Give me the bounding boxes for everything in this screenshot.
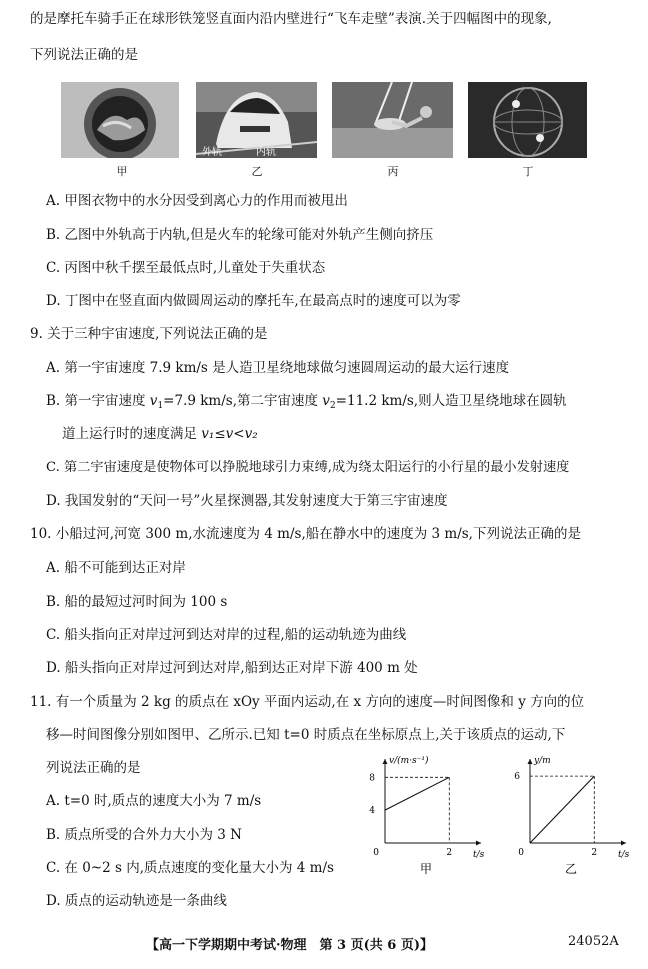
x-axis-arrow: [476, 841, 481, 846]
photo-train: [196, 82, 317, 158]
q8-stem-line2: 下列说法正确的是: [30, 47, 138, 63]
q10-option-c: C. 船头指向正对岸过河到达对岸的过程,船的运动轨迹为曲线: [46, 627, 407, 643]
q9-b2-ineq: v₁≤v<v₂: [201, 426, 258, 442]
q11-option-a: A. t=0 时,质点的速度大小为 7 m/s: [46, 793, 262, 809]
q8-option-c: C. 丙图中秋千摆至最低点时,儿童处于失重状态: [46, 260, 326, 276]
caption-yi: 乙: [251, 165, 263, 178]
q9-option-c: C. 第二宇宙速度是使物体可以挣脱地球引力束缚,成为绕太阳运行的小行星的最小发射速度: [46, 460, 570, 475]
chart-caption: 甲: [419, 862, 433, 876]
footer-title: 【高一下学期期中考试·物理 第 3 页(共 6 页)】: [146, 938, 434, 953]
caption-jia: 甲: [116, 165, 128, 178]
q10-option-b: B. 船的最短过河时间为 100 s: [46, 594, 228, 610]
q9-b-post: =11.2 km/s,则人造卫星绕地球在圆轨: [335, 393, 567, 409]
q11-stem-line3: 列说法正确的是: [46, 760, 141, 776]
chart-caption: 乙: [564, 862, 578, 876]
x-tick-label: 2: [591, 848, 598, 858]
x-axis-label: t/s: [618, 850, 630, 860]
q9-stem: 9. 关于三种宇宙速度,下列说法正确的是: [30, 326, 268, 342]
q11-stem-line1: 11. 有一个质量为 2 kg 的质点在 xOy 平面内运动,在 x 方向的速度—时间图像和 y 方向的位: [30, 694, 585, 710]
photo-washing-machine: [61, 82, 179, 158]
caption-bing: 丙: [387, 165, 399, 178]
q10-option-d: D. 船头指向正对岸过河到达对岸,船到达正对岸下游 400 m 处: [46, 660, 418, 676]
photo-swing: [332, 82, 453, 158]
q9-option-b-line1: [46, 392, 567, 415]
y-tick-label: 4: [369, 806, 375, 817]
q11-option-c: C. 在 0~2 s 内,质点速度的变化量大小为 4 m/s: [46, 860, 334, 876]
outer-rail-label: 外轨: [202, 147, 222, 158]
chart-yi-displacement-time: [500, 755, 640, 880]
q9-option-a: A. 第一宇宙速度 7.9 km/s 是人造卫星绕地球做匀速圆周运动的最大运行速度: [46, 360, 510, 376]
q9-b-pre: B. 第一宇宙速度: [46, 393, 150, 409]
q10-option-a: A. 船不可能到达正对岸: [46, 560, 186, 576]
q10-stem: 10. 小船过河,河宽 300 m,水流速度为 4 m/s,船在静水中的速度为 3 m/s,下列说法正确的是: [30, 526, 581, 542]
q9-b-v2: v: [322, 393, 330, 409]
q9-option-d: D. 我国发射的“天问一号”火星探测器,其发射速度大于第三宇宙速度: [46, 493, 448, 509]
q11-option-d: D. 质点的运动轨迹是一条曲线: [46, 893, 227, 909]
inner-rail-label: 内轨: [256, 147, 276, 158]
q11-stem-line2: 移—时间图像分别如图甲、乙所示.已知 t=0 时质点在坐标原点上,关于该质点的运动,下: [46, 727, 566, 743]
y-tick-label: 6: [514, 772, 520, 783]
q9-b-sub2: 2: [329, 401, 336, 411]
photo-sphere-cage: [468, 82, 587, 158]
chart-jia-velocity-time: [355, 755, 495, 880]
q8-stem-line1: 的是摩托车骑手正在球形铁笼竖直面内沿内壁进行“飞车走壁”表演.关于四幅图中的现象,: [30, 11, 552, 27]
series-line: [385, 777, 449, 810]
q9-b-v1: v: [149, 393, 158, 409]
x-axis-label: t/s: [473, 850, 485, 860]
y-axis-label: y/m: [534, 756, 551, 766]
x-axis-arrow: [621, 841, 626, 846]
caption-ding: 丁: [522, 165, 534, 178]
q9-b-sub1: 1: [157, 401, 164, 411]
series-line: [530, 776, 594, 843]
q8-option-d: D. 丁图中在竖直面内做圆周运动的摩托车,在最高点时的速度可以为零: [46, 293, 461, 309]
q9-option-b-line2: [62, 425, 258, 443]
q9-b2-pre: 道上运行时的速度满足: [62, 426, 202, 442]
q11-option-b: B. 质点所受的合外力大小为 3 N: [46, 827, 242, 843]
y-axis-arrow: [383, 759, 388, 764]
x-tick-label: 0: [518, 848, 524, 858]
y-axis-label: v/(m·s⁻¹): [389, 756, 429, 766]
paper-code: 24052A: [568, 934, 619, 949]
y-tick-label: 8: [369, 773, 375, 784]
q8-option-b: B. 乙图中外轨高于内轨,但是火车的轮缘可能对外轨产生侧向挤压: [46, 227, 434, 243]
y-axis-arrow: [528, 759, 533, 764]
x-tick-label: 0: [373, 848, 379, 858]
q8-option-a: A. 甲图衣物中的水分因受到离心力的作用而被甩出: [46, 193, 348, 209]
x-tick-label: 2: [446, 848, 453, 858]
q9-b-mid: =7.9 km/s,第二宇宙速度: [163, 393, 323, 409]
